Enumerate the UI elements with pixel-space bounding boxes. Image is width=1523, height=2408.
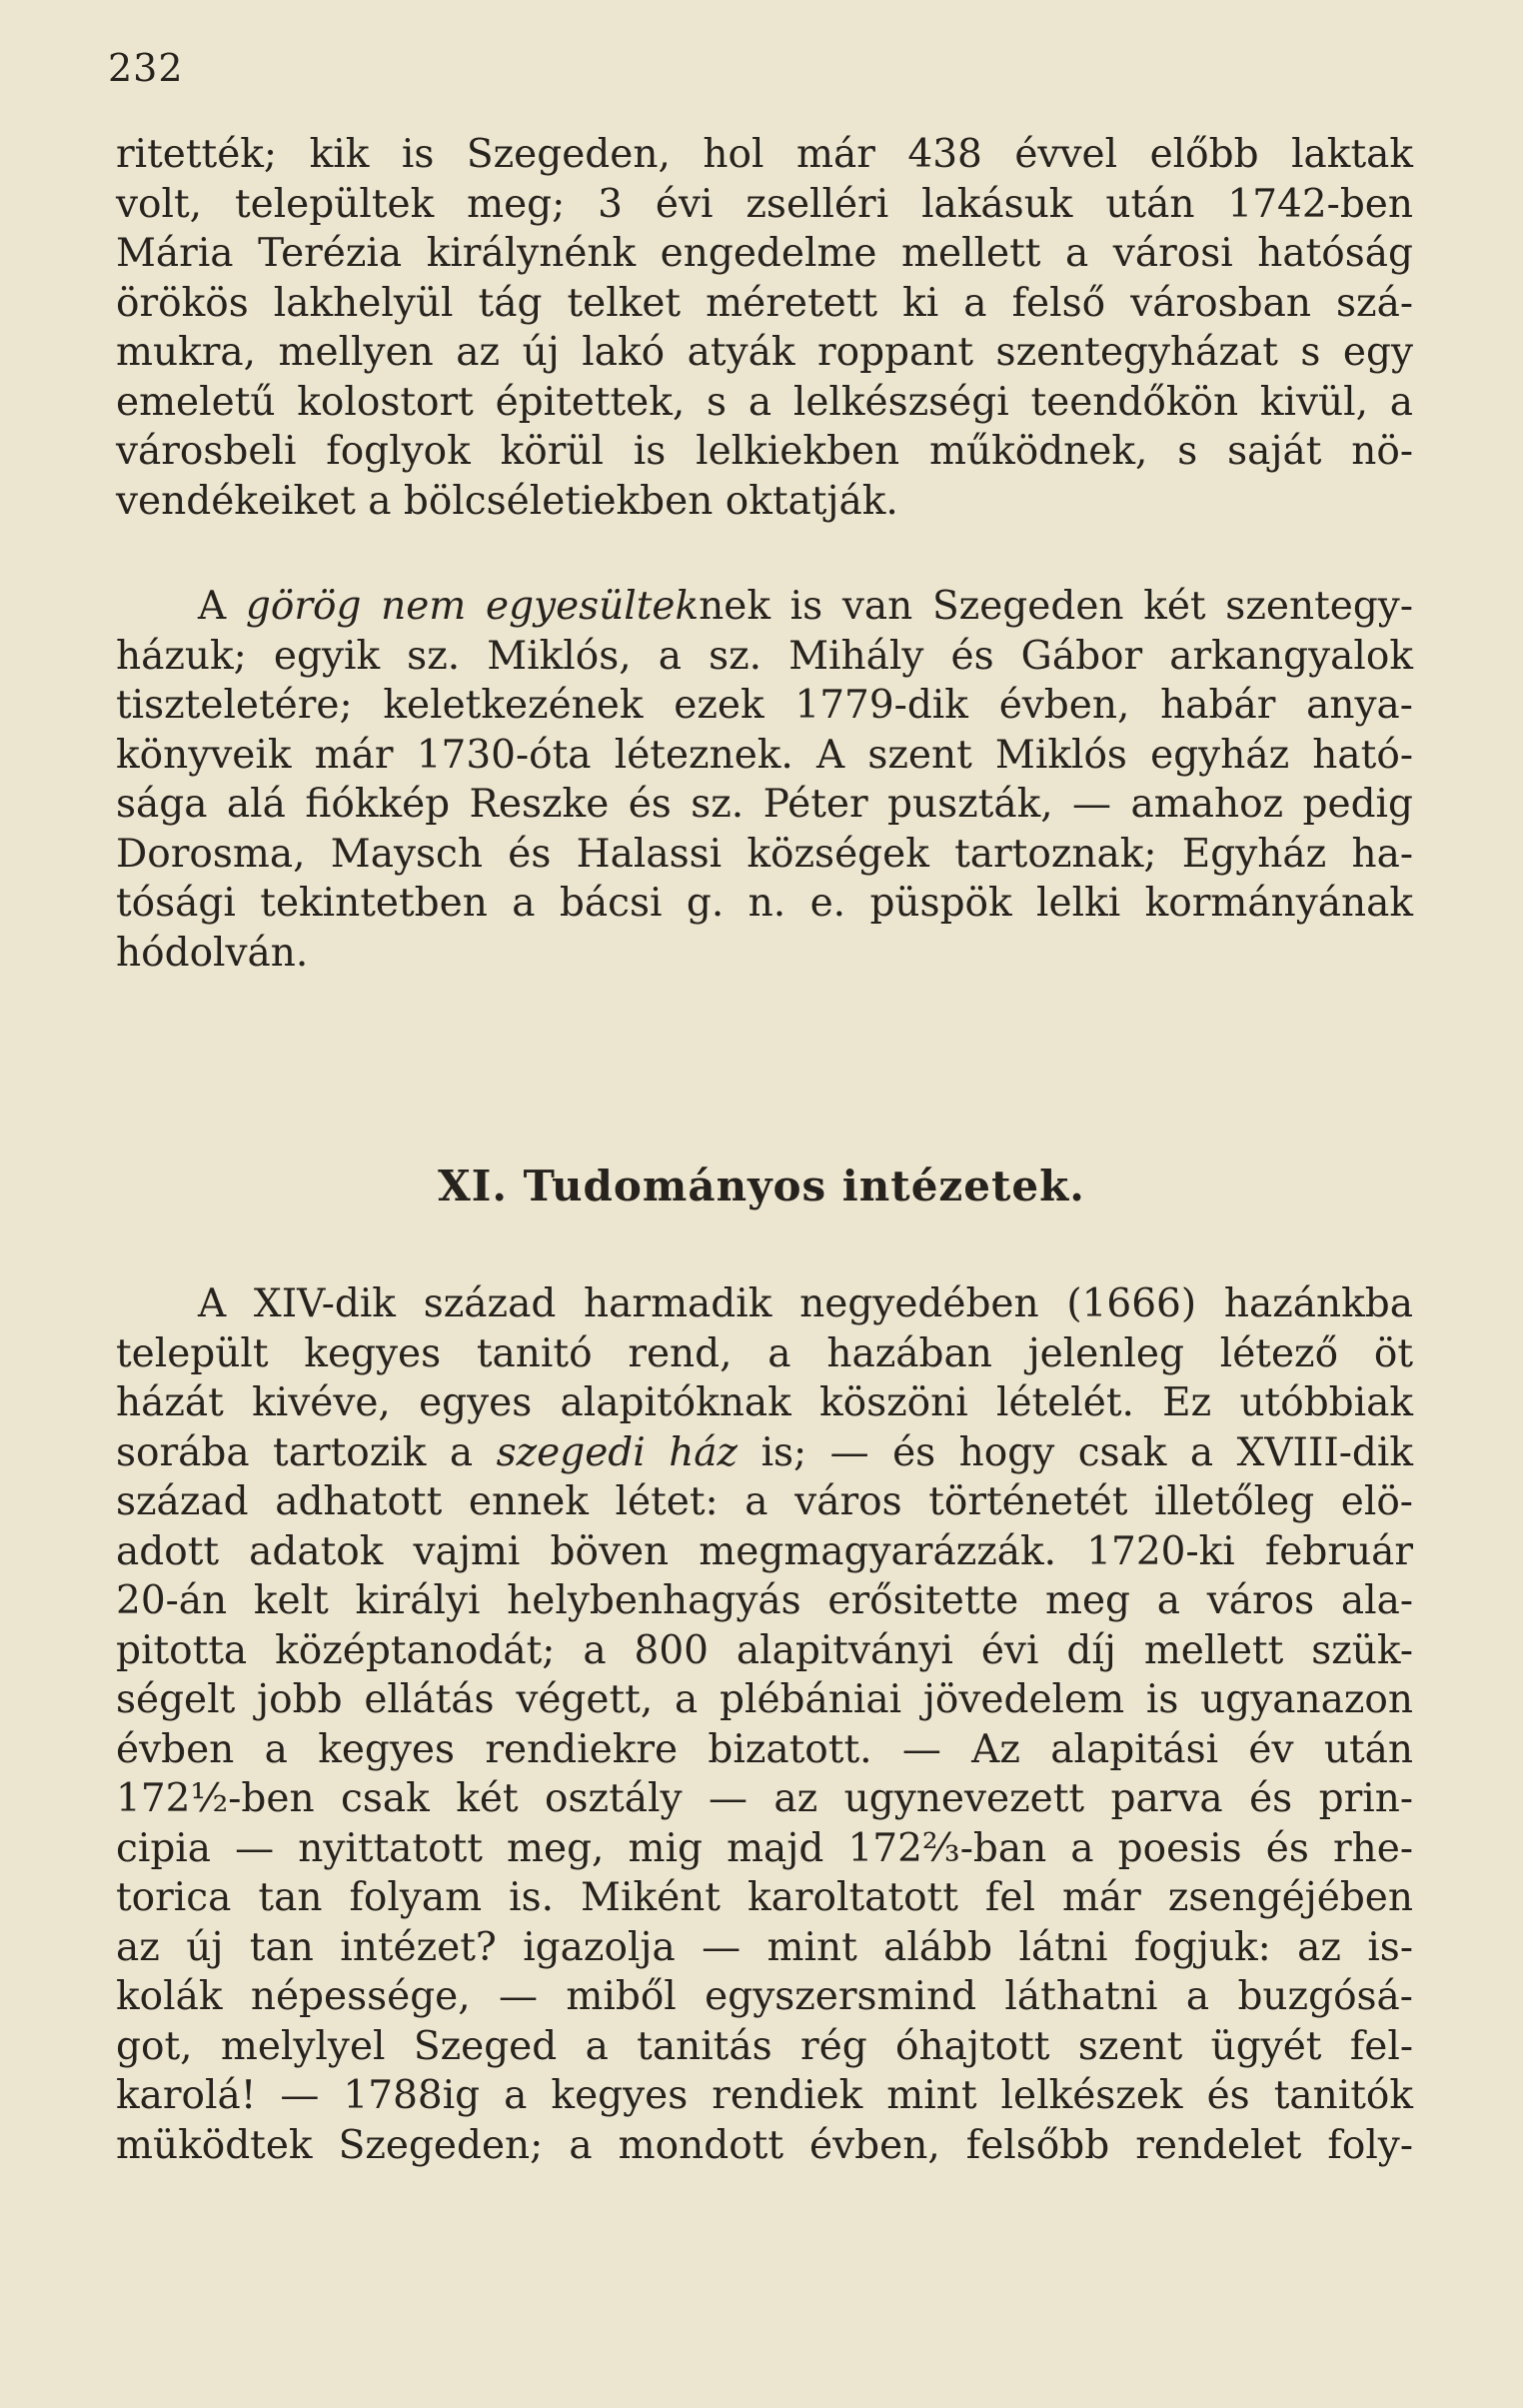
text-line: cipia — nyittatott meg, mig majd 172⅔-ban a poesis és rhe- xyxy=(116,1825,1413,1871)
text-segment: sorába tartozik a xyxy=(116,1429,497,1475)
page-number: 232 xyxy=(108,46,184,90)
text-line: vendékeiket a bölcséletiekben oktatják. xyxy=(116,478,898,524)
text-line xyxy=(116,582,1413,632)
text-segment: is; — és hogy csak a XVIII-dik xyxy=(738,1429,1413,1475)
text-line: városbeli foglyok körül is lelkiekben működnek, s saját nö- xyxy=(116,429,1413,474)
italic-term: szegedi ház xyxy=(496,1429,739,1475)
paragraph-greek-orthodox xyxy=(116,582,1413,978)
text-line: 172½-ben csak két osztály — az ugynevezett parva és prin- xyxy=(116,1776,1413,1821)
text-line: volt, települtek meg; 3 évi zselléri lakásuk után 1742-ben xyxy=(116,181,1413,227)
text-line: házát kivéve, egyes alapitóknak köszöni lételét. Ez utóbbiak xyxy=(116,1380,1413,1425)
text-line: sága alá fiókkép Reszke és sz. Péter puszták, — amahoz pedig xyxy=(116,782,1413,827)
text-line: az új tan intézet? igazolja — mint alább látni fogjuk: az is- xyxy=(116,1924,1413,1970)
text-line: hódolván. xyxy=(116,930,309,976)
text-line: torica tan folyam is. Miként karoltatott fel már zsengéjében xyxy=(116,1875,1413,1920)
text-line: települt kegyes tanitó rend, a hazában jelenleg létező öt xyxy=(116,1330,1413,1376)
text-line: kolák népessége, — miből egyszersmind láthatni a buzgósá- xyxy=(116,1974,1413,2019)
text-line: emeletű kolostort épitettek, s a lelkészségi teendőkön kivül, a xyxy=(116,379,1413,425)
text-line: könyveik már 1730-óta léteznek. A szent Miklós egyház ható- xyxy=(116,732,1413,778)
text-line: pitotta középtanodát; a 800 alapitványi évi díj mellett szük- xyxy=(116,1627,1413,1673)
text-line: mukra, mellyen az új lakó atyák roppant szentegyházat s egy xyxy=(116,330,1413,375)
text-line: tósági tekintetben a bácsi g. n. e. püspök lelki kormányának xyxy=(116,881,1413,926)
text-segment: nek is van Szegeden két szentegy- xyxy=(699,584,1413,629)
text-line: ritették; kik is Szegeden, hol már 438 évvel előbb laktak xyxy=(116,132,1413,177)
text-line: got, melylyel Szeged a tanitás rég óhajtott szent ügyét fel- xyxy=(116,2023,1413,2069)
italic-term: görög nem egyesültek xyxy=(245,584,700,629)
text-line: 20-án kelt királyi helybenhagyás erősitette meg a város ala- xyxy=(116,1578,1413,1623)
text-line: A XIV-dik század harmadik negyedében (1666) hazánkba xyxy=(198,1281,1413,1326)
text-line: század adhatott ennek létet: a város történetét illetőleg elö- xyxy=(116,1479,1413,1524)
text-segment: A xyxy=(198,584,246,629)
text-line: ségelt jobb ellátás végett, a plébániai jövedelem is ugyanazon xyxy=(116,1677,1413,1722)
text-line: évben a kegyes rendiekre bizatott. — Az alapitási év után xyxy=(116,1726,1413,1772)
text-line: Dorosma, Maysch és Halassi községek tartoznak; Egyház ha- xyxy=(116,831,1413,877)
text-line: házuk; egyik sz. Miklós, a sz. Mihály és Gábor arkangyalok xyxy=(116,633,1413,679)
text-line: müködtek Szegeden; a mondott évben, felsőbb rendelet foly- xyxy=(116,2122,1413,2168)
text-line: örökös lakhelyül tág telket méretett ki a felső városban szá- xyxy=(116,280,1413,326)
text-line: adott adatok vajmi böven megmagyarázzák. 1720-ki február xyxy=(116,1528,1413,1574)
text-line: tiszteletére; keletkezének ezek 1779-dik évben, habár anya- xyxy=(116,683,1413,728)
text-line: karolá! — 1788ig a kegyes rendiek mint lelkészek és tanitók xyxy=(116,2073,1413,2118)
text-line: Mária Terézia királynénk engedelme mellett a városi hatóság xyxy=(116,231,1413,276)
section-heading: XI. Tudományos intézetek. xyxy=(438,1162,1085,1210)
text-line xyxy=(116,1428,1413,1478)
paragraph-scientific-institutes xyxy=(116,1279,1413,2170)
paragraph-greek-catholic-fathers xyxy=(116,130,1413,526)
